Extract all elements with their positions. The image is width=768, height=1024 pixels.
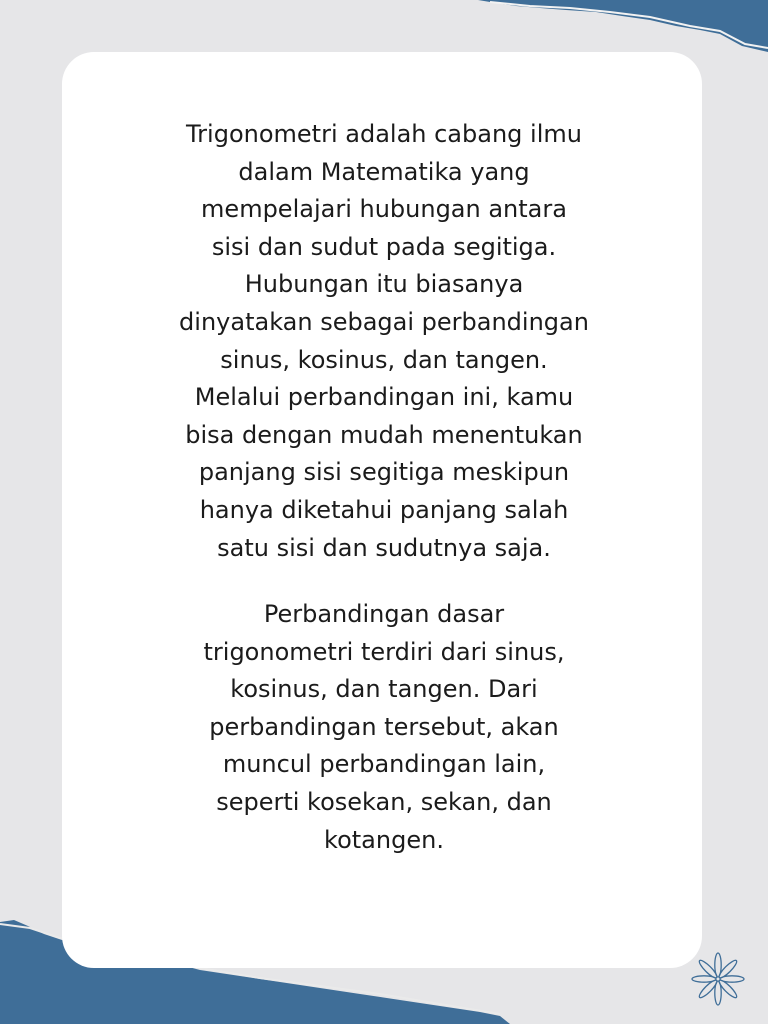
asterisk-star-icon — [690, 950, 746, 1008]
paragraph-definition: Trigonometri adalah cabang ilmu dalam Matematika yang mempelajari hubungan antara sisi dan sudut pada segitiga. Hubungan itu biasanya dinyatakan sebagai perbandingan sinus, kosinus, dan tangen. Melalui perbandingan ini, kamu bisa dengan mudah menentukan panjang sisi segitiga meskipun hanya diketahui panjang salah satu sisi dan sudutnya saja. — [179, 120, 589, 562]
paragraph-basic-ratios: Perbandingan dasar trigonometri terdiri dari sinus, kosinus, dan tangen. Dari perbandingan tersebut, akan muncul perbandingan lain, seperti kosekan, sekan, dan kotangen. — [203, 600, 565, 854]
torn-paper-top-decoration — [0, 0, 768, 60]
